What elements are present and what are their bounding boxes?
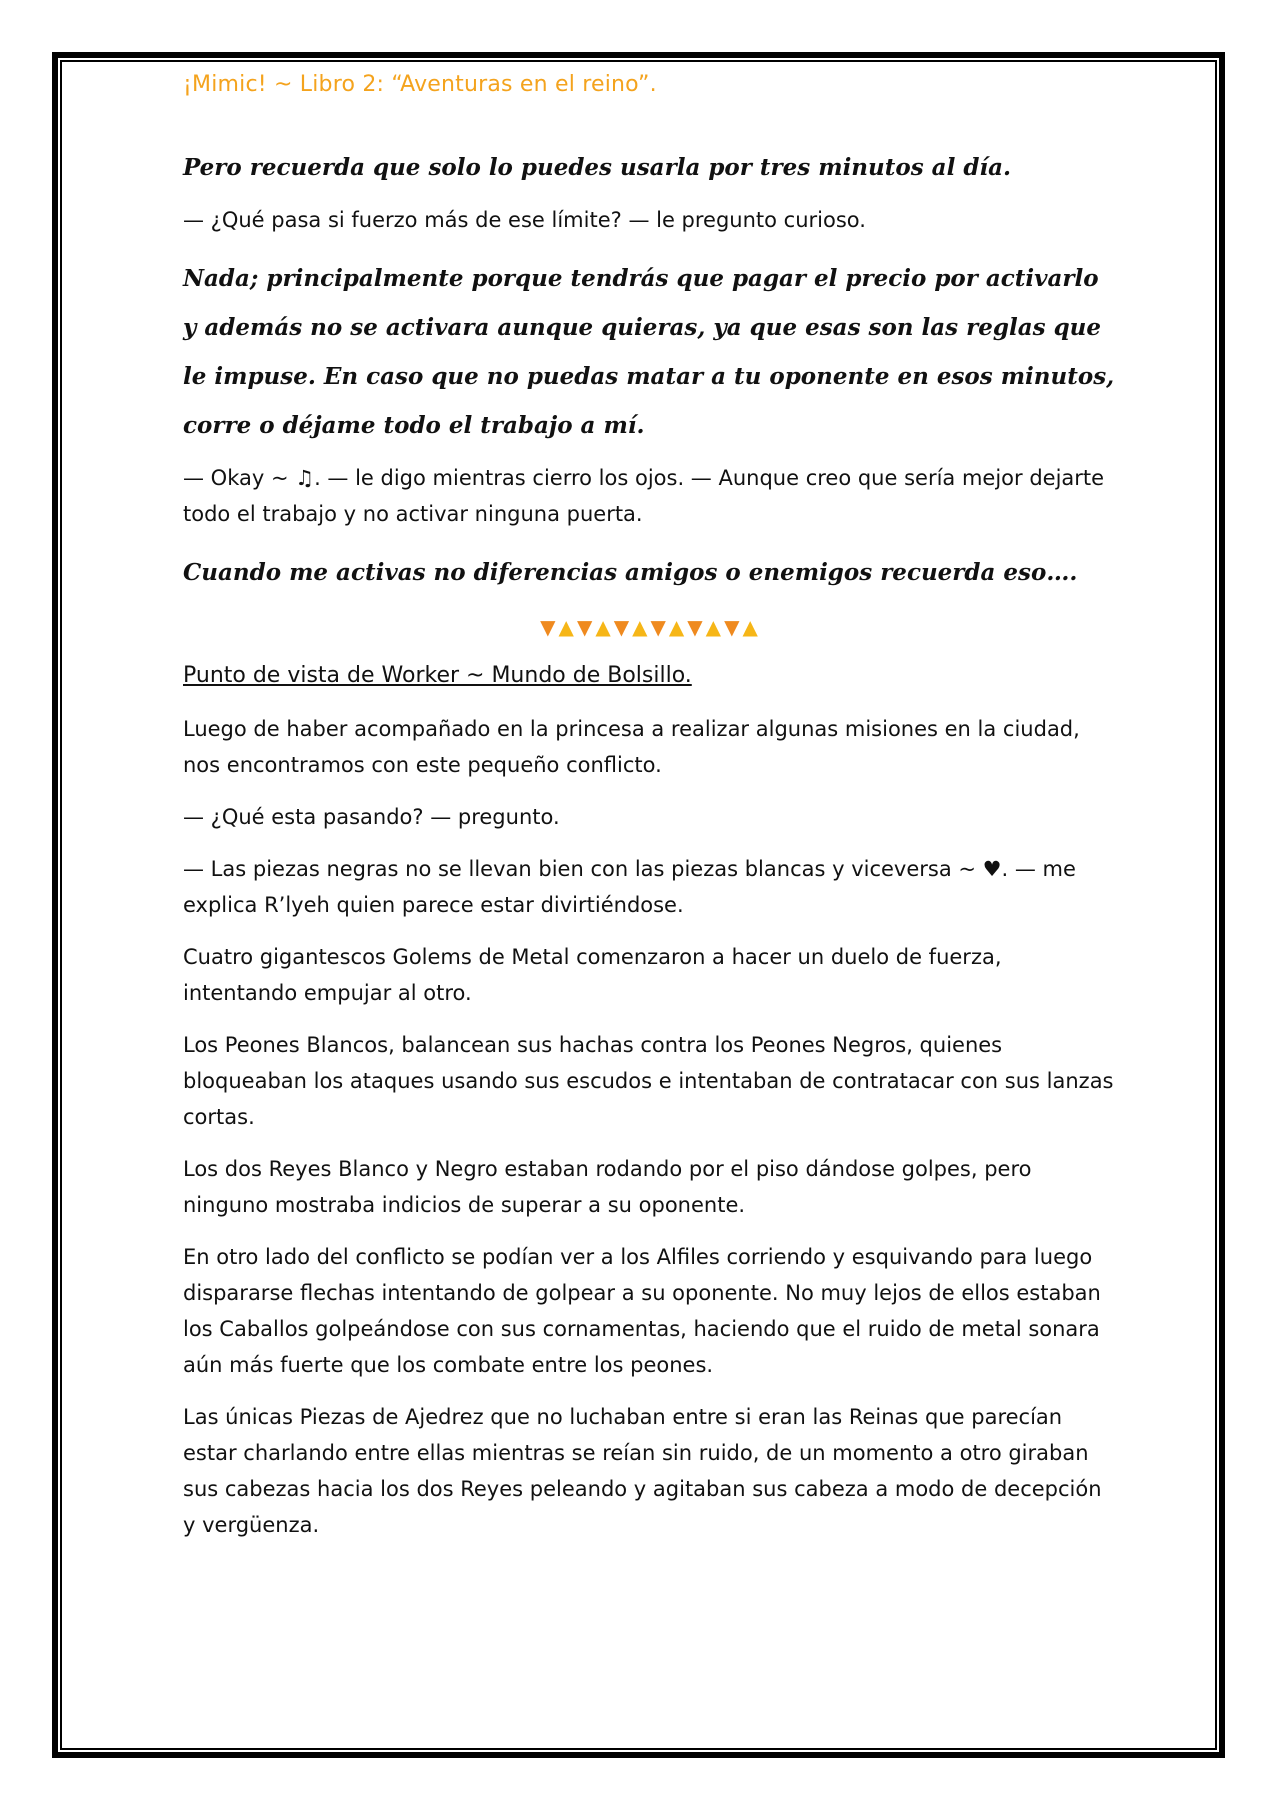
triangle-down-icon: ▼ <box>576 615 596 639</box>
triangle-up-icon: ▲ <box>595 615 614 639</box>
dialog-line: — Okay ~ ♫. — le digo mientras cierro los ojos. — Aunque creo que sería mejor dejarte todo el trabajo y no activar ninguna puerta. <box>183 466 1105 526</box>
triangle-up-icon: ▲ <box>705 615 725 639</box>
triangle-divider <box>183 613 1118 641</box>
triangle-up-icon: ▲ <box>558 615 577 639</box>
triangle-down-icon: ▼ <box>687 615 706 639</box>
triangle-up-icon: ▲ <box>742 615 761 639</box>
body-paragraph: Los Peones Blancos, balancean sus hachas contra los Peones Negros, quienes bloqueaban los ataques usando sus escudos e intentaban de contratacar con sus lanzas cortas. <box>183 1033 1114 1129</box>
narration-line: Cuando me activas no diferencias amigos o enemigos recuerda eso…. <box>183 559 1078 586</box>
body-paragraph: Las únicas Piezas de Ajedrez que no luchaban entre si eran las Reinas que parecían estar charlando entre ellas mientras se reían sin ruido, de un momento a otro giraban sus cabezas hacia los dos Reyes peleando y agitaban sus cabeza a modo de decepción y vergüenza. <box>183 1405 1102 1537</box>
body-paragraph: Cuatro gigantescos Golems de Metal comenzaron a hacer un duelo de fuerza, intentando empujar al otro. <box>183 945 1002 1005</box>
triangle-down-icon: ▼ <box>540 615 559 639</box>
narration-line: Nada; principalmente porque tendrás que pagar el precio por activarlo y además no se activara aunque quieras, ya que esas son las reglas que le impuse. En caso que no puedas matar a tu oponente en esos minutos, corre o déjame todo el trabajo a mí. <box>183 265 1115 439</box>
running-header: ¡Mimic! ~ Libro 2: “Aventuras en el reino”. <box>183 72 657 97</box>
triangle-up-icon: ▲ <box>632 615 651 639</box>
triangle-down-icon: ▼ <box>724 615 743 639</box>
triangle-down-icon: ▼ <box>613 615 633 639</box>
body-paragraph: Luego de haber acompañado en la princesa a realizar algunas misiones en la ciudad, nos encontramos con este pequeño conflicto. <box>183 717 1080 777</box>
narration-line: Pero recuerda que solo lo puedes usarla por tres minutos al día. <box>183 154 1012 181</box>
triangle-up-icon: ▲ <box>668 615 688 639</box>
triangle-down-icon: ▼ <box>650 615 669 639</box>
dialog-line: — ¿Qué pasa si fuerzo más de ese límite? — le pregunto curioso. <box>183 208 866 232</box>
body-paragraph: Los dos Reyes Blanco y Negro estaban rodando por el piso dándose golpes, pero ninguno mostraba indicios de superar a su oponente. <box>183 1157 1032 1217</box>
section-title: Punto de vista de Worker ~ Mundo de Bolsillo. <box>183 663 692 688</box>
page-content <box>183 72 1118 1559</box>
body-paragraph: — ¿Qué esta pasando? — pregunto. <box>183 805 560 829</box>
body-paragraph: — Las piezas negras no se llevan bien con las piezas blancas y viceversa ~ ♥. — me explica R’lyeh quien parece estar divirtiéndose. <box>183 857 1076 917</box>
body-paragraph: En otro lado del conflicto se podían ver a los Alfiles corriendo y esquivando para luego dispararse flechas intentando de golpear a su oponente. No muy lejos de ellos estaban los Caballos golpeándose con sus cornamentas, haciendo que el ruido de metal sonara aún más fuerte que los combate entre los peones. <box>183 1245 1101 1377</box>
